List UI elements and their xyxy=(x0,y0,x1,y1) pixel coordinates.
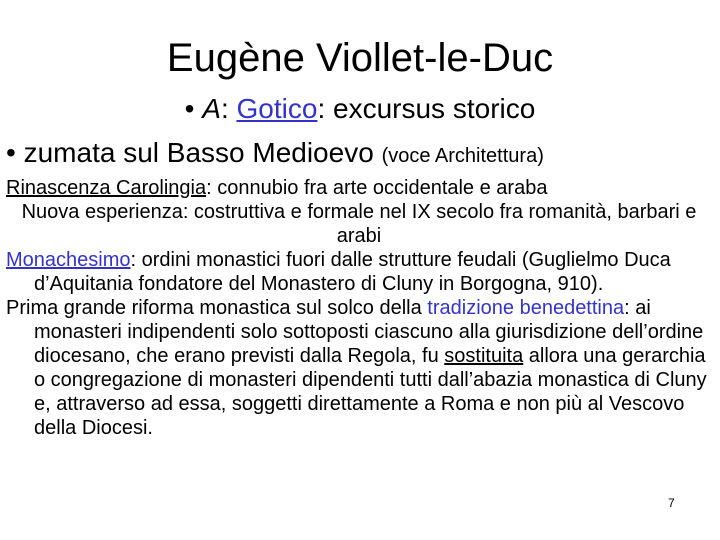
paragraph-monachesimo xyxy=(6,248,712,296)
paragraph-text: allora una gerarchia o congregazione di monasteri dipendenti tutti dall’abazia monastica di Cluny e, attraverso ad essa, soggetti direttamente a Roma e non più al Vescovo della Diocesi. xyxy=(34,345,707,439)
bullet-gotico xyxy=(0,92,720,126)
tradizione-benedettina-link[interactable]: tradizione benedettina xyxy=(427,297,625,319)
paragraph-text: Prima grande riforma monastica sul solco della xyxy=(6,297,428,319)
paragraph-text: : connubio fra arte occidentale e araba xyxy=(206,177,548,199)
rinascenza-carolingia-link[interactable]: Rinascenza Carolingia xyxy=(6,177,207,199)
bullet-marker: • xyxy=(184,93,195,124)
paragraph-nuova-esperienza: Nuova esperienza: costruttiva e formale nel IX secolo fra romanità, barbari e arabi xyxy=(21,201,697,247)
monachesimo-link[interactable]: Monachesimo xyxy=(6,249,131,271)
sostituita-text: sostituita xyxy=(444,345,524,367)
bullet-text: excursus storico xyxy=(333,93,536,124)
bullet-zumata xyxy=(6,136,544,173)
paragraph-text: : ai monasteri indipendenti solo sottoposti ciascuno alla giurisdizione dell’ordine diocesano, che erano previsti dalla Regola, fu xyxy=(34,297,704,367)
slide-body xyxy=(6,176,712,440)
bullet-letter: A xyxy=(202,93,221,124)
paragraph-riforma xyxy=(6,296,712,440)
slide-title: Eugène Viollet-le-Duc xyxy=(166,36,554,80)
bullet-marker: • xyxy=(6,137,16,168)
gotico-link[interactable]: Gotico xyxy=(236,93,318,124)
paragraph-rinascenza xyxy=(6,176,712,200)
bullet-note: (voce Architettura) xyxy=(381,145,544,167)
paragraph-text: : ordini monastici fuori dalle strutture feudali (Guglielmo Duca d’Aquitania fondatore del Monastero di Cluny in Borgogna, 910). xyxy=(34,249,671,295)
bullet-separator: : xyxy=(220,93,237,124)
bullet-separator: : xyxy=(317,93,334,124)
page-number: 7 xyxy=(668,496,675,510)
bullet-text: zumata sul Basso Medioevo xyxy=(23,137,382,168)
